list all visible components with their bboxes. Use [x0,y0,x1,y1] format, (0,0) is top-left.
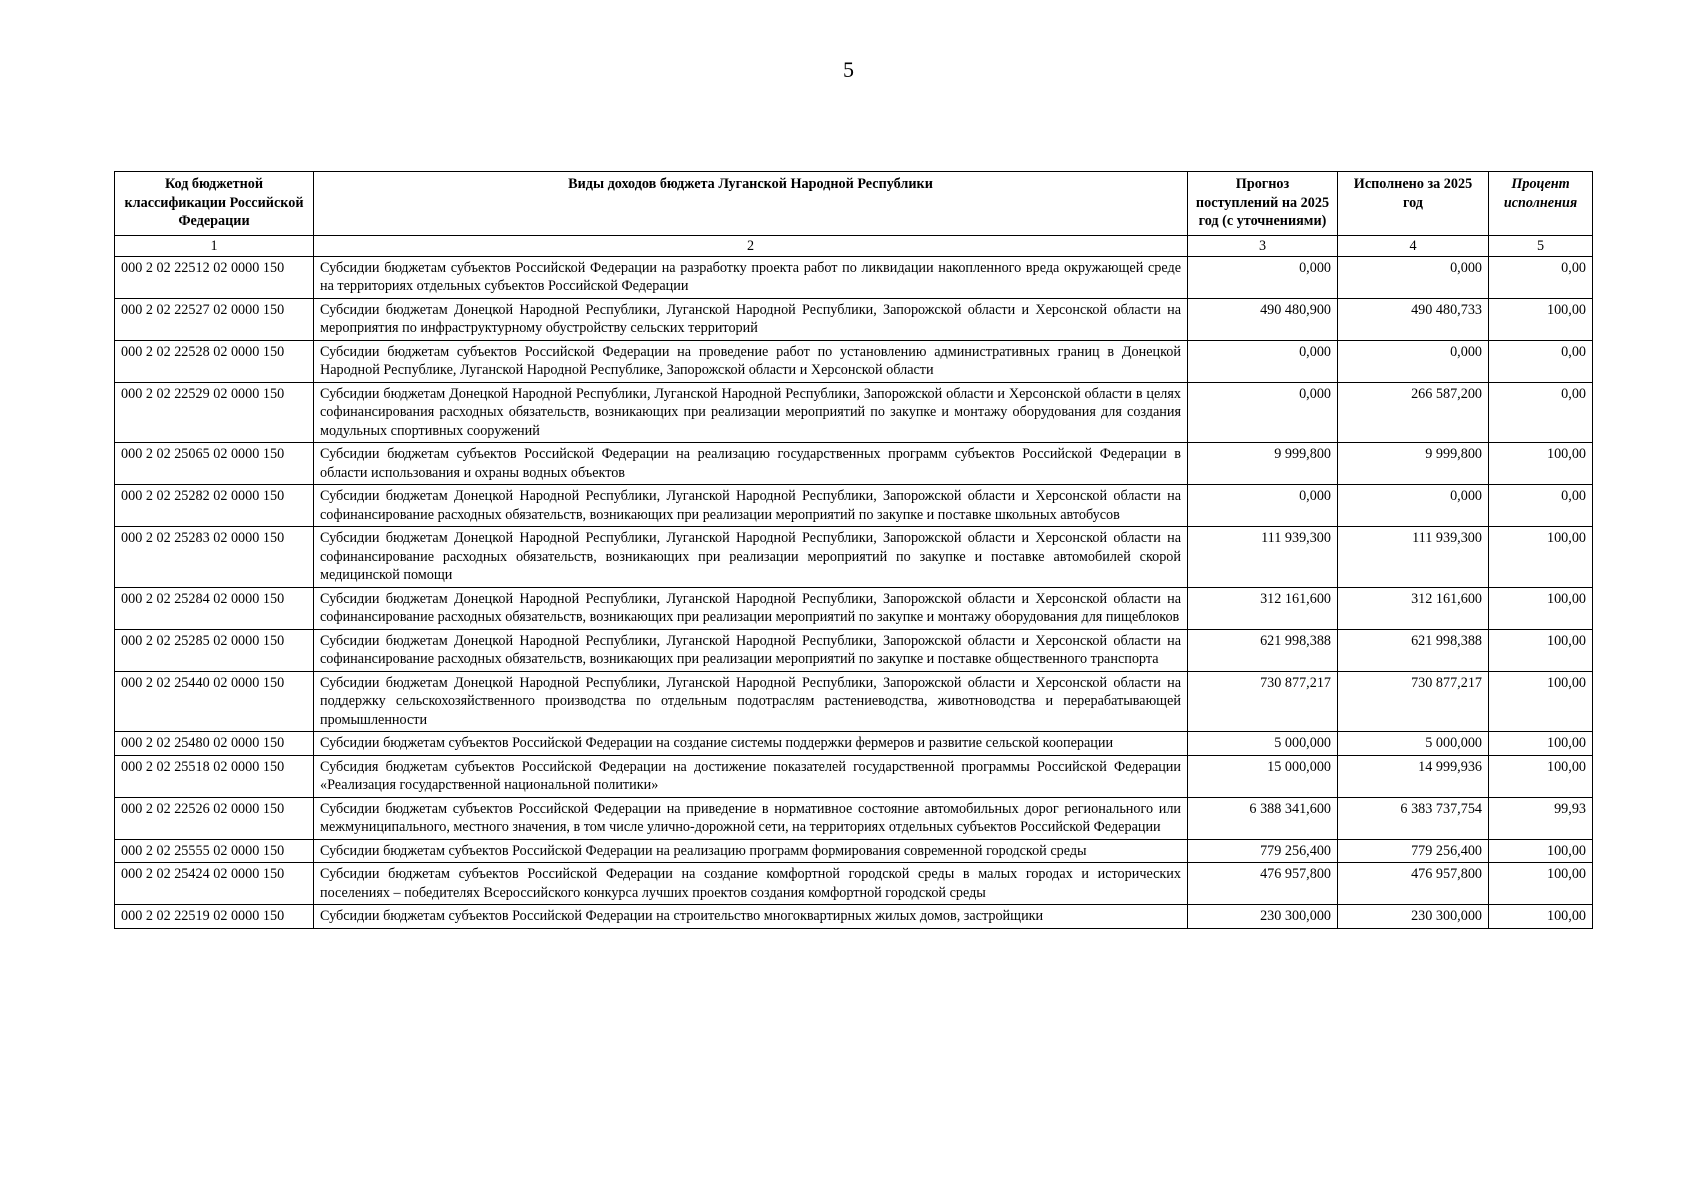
column-number: 3 [1188,235,1338,256]
page-number: 5 [843,57,854,82]
row-executed: 730 877,217 [1338,671,1489,732]
row-forecast: 0,000 [1188,256,1338,298]
row-executed: 312 161,600 [1338,587,1489,629]
table-row [115,527,1593,588]
column-number: 2 [314,235,1188,256]
row-executed: 779 256,400 [1338,839,1489,863]
row-forecast: 730 877,217 [1188,671,1338,732]
row-code: 000 2 02 22528 02 0000 150 [115,340,314,382]
row-executed: 5 000,000 [1338,732,1489,756]
table-row [115,382,1593,443]
row-forecast: 230 300,000 [1188,905,1338,929]
row-description: Субсидии бюджетам субъектов Российской Федерации на реализацию программ формирования современной городской среды [314,839,1188,863]
row-percent: 100,00 [1489,863,1593,905]
row-forecast: 0,000 [1188,485,1338,527]
table-row [115,485,1593,527]
row-percent: 100,00 [1489,443,1593,485]
row-executed: 0,000 [1338,340,1489,382]
row-percent: 0,00 [1489,340,1593,382]
header-percent: Процент исполнения [1489,172,1593,236]
header-code: Код бюджетной классификации Российской Федерации [115,172,314,236]
row-description: Субсидии бюджетам Донецкой Народной Республики, Луганской Народной Республики, Запорожской области и Херсонской области на поддержку сельскохозяйственного производства по отдельным подотраслям растениеводства, животноводства и перерабатывающей промышленности [314,671,1188,732]
row-executed: 0,000 [1338,256,1489,298]
row-percent: 0,00 [1489,256,1593,298]
row-executed: 230 300,000 [1338,905,1489,929]
row-code: 000 2 02 25518 02 0000 150 [115,755,314,797]
row-forecast: 476 957,800 [1188,863,1338,905]
row-percent: 100,00 [1489,298,1593,340]
row-executed: 9 999,800 [1338,443,1489,485]
row-executed: 111 939,300 [1338,527,1489,588]
row-forecast: 6 388 341,600 [1188,797,1338,839]
row-code: 000 2 02 25440 02 0000 150 [115,671,314,732]
table-row [115,443,1593,485]
row-percent: 100,00 [1489,527,1593,588]
row-code: 000 2 02 25065 02 0000 150 [115,443,314,485]
row-code: 000 2 02 25283 02 0000 150 [115,527,314,588]
table-row [115,797,1593,839]
row-forecast: 779 256,400 [1188,839,1338,863]
row-code: 000 2 02 25480 02 0000 150 [115,732,314,756]
row-percent: 100,00 [1489,671,1593,732]
row-code: 000 2 02 25282 02 0000 150 [115,485,314,527]
row-forecast: 312 161,600 [1188,587,1338,629]
row-forecast: 490 480,900 [1188,298,1338,340]
row-percent: 100,00 [1489,629,1593,671]
row-description: Субсидии бюджетам субъектов Российской Федерации на создание системы поддержки фермеров и развитие сельской кооперации [314,732,1188,756]
row-description: Субсидии бюджетам субъектов Российской Федерации на разработку проекта работ по ликвидации накопленного вреда окружающей среде на территориях отдельных субъектов Российской Федерации [314,256,1188,298]
row-executed: 621 998,388 [1338,629,1489,671]
row-percent: 100,00 [1489,839,1593,863]
row-percent: 0,00 [1489,382,1593,443]
row-code: 000 2 02 25555 02 0000 150 [115,839,314,863]
column-number: 1 [115,235,314,256]
row-description: Субсидии бюджетам Донецкой Народной Республики, Луганской Народной Республики, Запорожской области и Херсонской области на софинансирование расходных обязательств, возникающих при реализации мероприятий по закупке и поставке школьных автобусов [314,485,1188,527]
row-description: Субсидии бюджетам субъектов Российской Федерации на создание комфортной городской среды в малых городах и исторических поселениях – победителях Всероссийского конкурса лучших проектов создания комфортной городской среды [314,863,1188,905]
row-code: 000 2 02 25284 02 0000 150 [115,587,314,629]
row-percent: 100,00 [1489,755,1593,797]
row-executed: 490 480,733 [1338,298,1489,340]
row-forecast: 9 999,800 [1188,443,1338,485]
row-percent: 100,00 [1489,587,1593,629]
column-number: 5 [1489,235,1593,256]
row-forecast: 0,000 [1188,382,1338,443]
row-percent: 100,00 [1489,732,1593,756]
row-description: Субсидии бюджетам Донецкой Народной Республики, Луганской Народной Республики, Запорожской области и Херсонской области на софинансирование расходных обязательств, возникающих при реализации мероприятий по закупке и монтажу оборудования для пищеблоков [314,587,1188,629]
table-row [115,256,1593,298]
table-row [115,340,1593,382]
row-description: Субсидии бюджетам субъектов Российской Федерации на проведение работ по установлению административных границ в Донецкой Народной Республике, Луганской Народной Республике, Запорожской области и Херсонской области [314,340,1188,382]
row-description: Субсидии бюджетам Донецкой Народной Республики, Луганской Народной Республики, Запорожской области и Херсонской области в целях софинансирования расходных обязательств, возникающих при реализации мероприятий по закупке и монтажу оборудования для создания модульных спортивных сооружений [314,382,1188,443]
row-code: 000 2 02 22512 02 0000 150 [115,256,314,298]
row-forecast: 15 000,000 [1188,755,1338,797]
column-number-row [115,235,1593,256]
row-percent: 100,00 [1489,905,1593,929]
row-forecast: 5 000,000 [1188,732,1338,756]
row-code: 000 2 02 22526 02 0000 150 [115,797,314,839]
row-forecast: 621 998,388 [1188,629,1338,671]
row-forecast: 111 939,300 [1188,527,1338,588]
row-executed: 0,000 [1338,485,1489,527]
row-description: Субсидии бюджетам субъектов Российской Федерации на строительство многоквартирных жилых домов, застройщики [314,905,1188,929]
row-description: Субсидия бюджетам субъектов Российской Федерации на достижение показателей государственной программы Российской Федерации «Реализация государственной национальной политики» [314,755,1188,797]
row-executed: 476 957,800 [1338,863,1489,905]
table-row [115,298,1593,340]
row-description: Субсидии бюджетам субъектов Российской Федерации на приведение в нормативное состояние автомобильных дорог регионального или межмуниципального, местного значения, в том числе улично-дорожной сети, на территориях отдельных субъектов Российской Федерации [314,797,1188,839]
table-row [115,629,1593,671]
row-percent: 0,00 [1489,485,1593,527]
table-header-row [115,172,1593,236]
row-code: 000 2 02 25424 02 0000 150 [115,863,314,905]
row-forecast: 0,000 [1188,340,1338,382]
row-executed: 266 587,200 [1338,382,1489,443]
table-row [115,905,1593,929]
row-description: Субсидии бюджетам Донецкой Народной Республики, Луганской Народной Республики, Запорожской области и Херсонской области на софинансирование расходных обязательств, возникающих при реализации мероприятий по закупке и поставке автомобилей скорой медицинской помощи [314,527,1188,588]
table-body [115,256,1593,928]
table-row [115,839,1593,863]
row-description: Субсидии бюджетам субъектов Российской Федерации на реализацию государственных программ субъектов Российской Федерации в области использования и охраны водных объектов [314,443,1188,485]
row-code: 000 2 02 22519 02 0000 150 [115,905,314,929]
row-executed: 6 383 737,754 [1338,797,1489,839]
row-executed: 14 999,936 [1338,755,1489,797]
header-description: Виды доходов бюджета Луганской Народной Республики [314,172,1188,236]
table-row [115,732,1593,756]
header-forecast: Прогноз поступлений на 2025 год (с уточнениями) [1188,172,1338,236]
row-description: Субсидии бюджетам Донецкой Народной Республики, Луганской Народной Республики, Запорожской области и Херсонской области на мероприятия по инфраструктурному обустройству сельских территорий [314,298,1188,340]
row-code: 000 2 02 22527 02 0000 150 [115,298,314,340]
row-code: 000 2 02 22529 02 0000 150 [115,382,314,443]
table-row [115,587,1593,629]
header-executed: Исполнено за 2025 год [1338,172,1489,236]
table-row [115,863,1593,905]
table-row [115,755,1593,797]
column-number: 4 [1338,235,1489,256]
table-row [115,671,1593,732]
row-percent: 99,93 [1489,797,1593,839]
row-description: Субсидии бюджетам Донецкой Народной Республики, Луганской Народной Республики, Запорожской области и Херсонской области на софинансирование расходных обязательств, возникающих при реализации мероприятий по закупке и поставке общественного транспорта [314,629,1188,671]
row-code: 000 2 02 25285 02 0000 150 [115,629,314,671]
budget-revenue-table [114,171,1593,929]
